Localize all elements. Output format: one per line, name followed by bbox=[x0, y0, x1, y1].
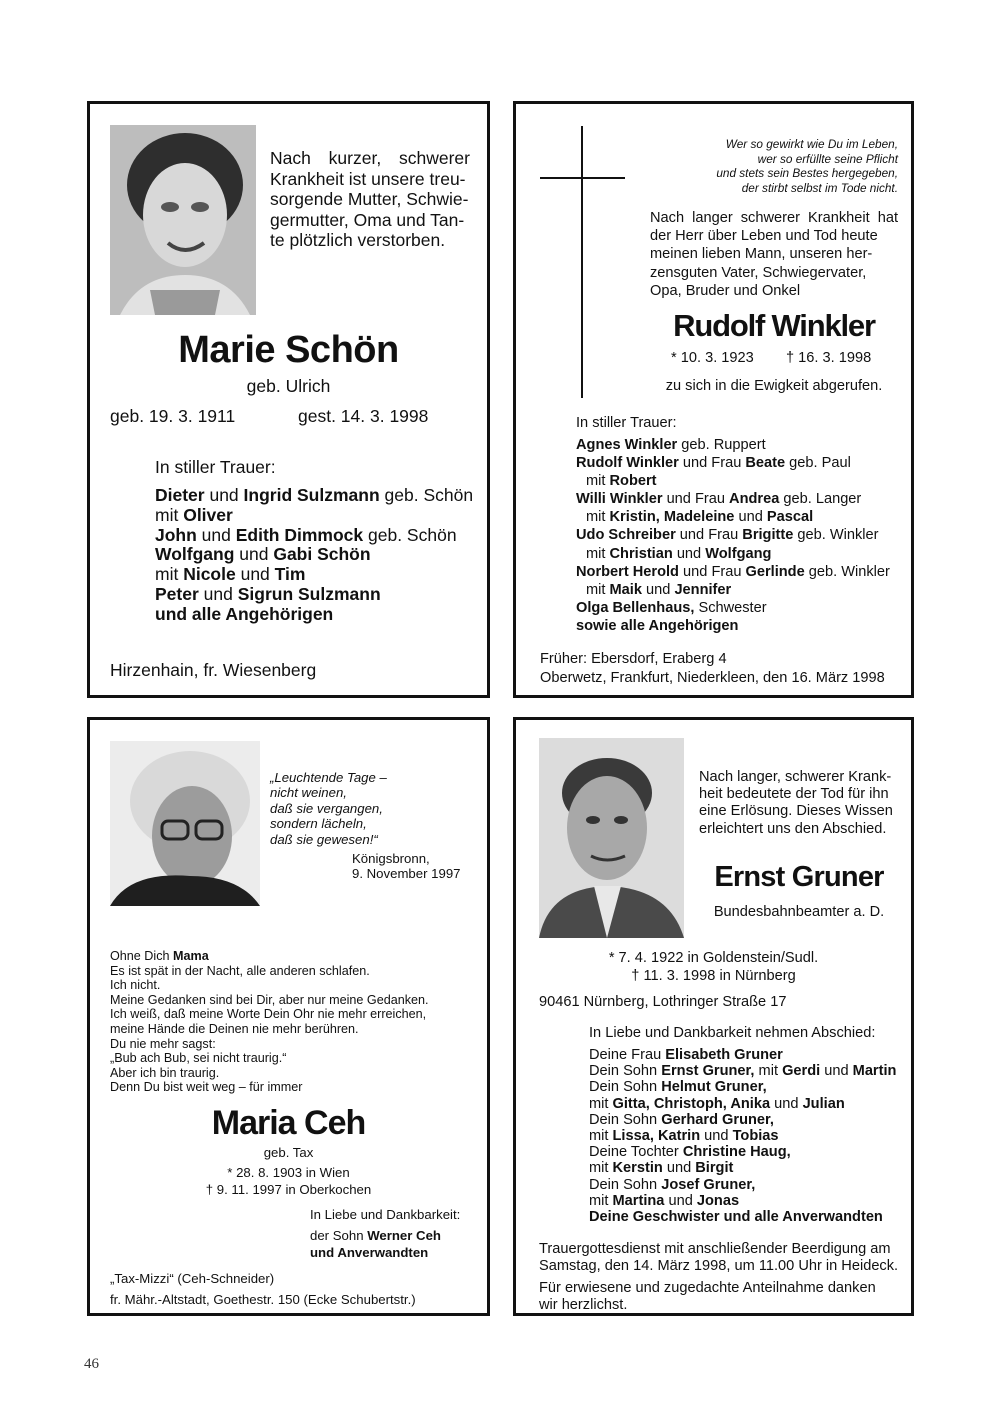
poem-line: Wer so gewirkt wie Du im Leben, bbox=[725, 137, 898, 151]
intro-text bbox=[650, 209, 898, 300]
family-line: mit Martina und Jonas bbox=[589, 1192, 740, 1209]
poem-line: daß sie vergangen, bbox=[270, 800, 383, 816]
portrait-photo-ernst-gruner bbox=[539, 738, 684, 938]
letter-line: Du nie mehr sagst: bbox=[110, 1036, 216, 1051]
intro-line: sorgende Mutter, Schwie- bbox=[270, 189, 469, 209]
intro-line: te plötzlich verstorben. bbox=[270, 230, 446, 250]
birth-date: * 10. 3. 1923 bbox=[671, 350, 754, 366]
intro-text bbox=[270, 148, 470, 251]
death-date: † 16. 3. 1998 bbox=[786, 350, 872, 366]
family-line: und alle Angehörigen bbox=[155, 603, 334, 624]
cross-icon-horizontal bbox=[540, 177, 625, 179]
family-line: mit Oliver bbox=[155, 504, 233, 525]
thanks-heading: In Liebe und Dankbarkeit: bbox=[310, 1207, 461, 1222]
family-line: Udo Schreiber und Frau Brigitte geb. Winkler bbox=[576, 527, 879, 544]
family-line: mit Christian und Wolfgang bbox=[586, 545, 772, 562]
letter-line: Denn Du bist weit weg – für immer bbox=[110, 1080, 303, 1095]
obituary-maria-ceh bbox=[87, 717, 490, 1316]
poem bbox=[646, 137, 898, 195]
family-line: Deine Geschwister und alle Anverwandten bbox=[589, 1209, 883, 1226]
intro-line: Nach langer schwerer Krankheit hat bbox=[650, 210, 898, 226]
family-line: Peter und Sigrun Sulzmann bbox=[155, 583, 381, 604]
poem-line: „Leuchtende Tage – bbox=[270, 770, 387, 785]
funeral-service bbox=[539, 1241, 898, 1275]
cross-icon-vertical bbox=[581, 126, 583, 398]
intro-text bbox=[699, 769, 893, 838]
family-line: John und Edith Dimmock geb. Schön bbox=[155, 524, 457, 545]
letter-line: meine Hände die Deinen nie mehr berühren. bbox=[110, 1021, 359, 1036]
former-address: Früher: Ebersdorf, Eraberg 4 bbox=[540, 651, 727, 667]
intro-line: Krankheit ist unsere treu- bbox=[270, 168, 466, 189]
intro-line: zensguten Vater, Schwiegervater, bbox=[650, 264, 867, 281]
page-number: 46 bbox=[84, 1356, 99, 1372]
sympathy-line: wir herzlichst. bbox=[539, 1296, 628, 1313]
birth-name: geb. Ulrich bbox=[246, 376, 331, 396]
former-address: fr. Mähr.-Altstadt, Goethestr. 150 (Ecke Schubertstr.) bbox=[110, 1292, 416, 1307]
family-line: Dein Sohn Helmut Gruner, bbox=[589, 1079, 767, 1096]
intro-line: germutter, Oma und Tan- bbox=[270, 209, 465, 230]
birth-name: geb. Tax bbox=[263, 1145, 314, 1160]
portrait-image bbox=[110, 125, 256, 315]
called-line: zu sich in die Ewigkeit abgerufen. bbox=[665, 378, 883, 394]
letter-text bbox=[110, 949, 429, 1095]
residence: Oberwetz, Frankfurt, Niederkleen, den 16. März 1998 bbox=[540, 670, 885, 686]
family-list bbox=[576, 436, 890, 635]
poem-date: 9. November 1997 bbox=[352, 866, 461, 881]
death-date: † 11. 3. 1998 in Nürnberg bbox=[631, 968, 796, 984]
intro-line: meinen lieben Mann, unseren her- bbox=[650, 246, 873, 263]
poem-line: der stirbt selbst im Tode nicht. bbox=[741, 180, 898, 195]
deceased-name: Rudolf Winkler bbox=[673, 308, 875, 343]
family-line: Deine Frau Elisabeth Gruner bbox=[589, 1047, 783, 1063]
family-line: mit Kerstin und Birgit bbox=[589, 1160, 734, 1177]
family-line: Dein Sohn Gerhard Gruner, bbox=[589, 1111, 774, 1128]
obituary-rudolf-winkler bbox=[513, 101, 914, 698]
family-line: mit Nicole und Tim bbox=[155, 564, 306, 585]
letter-line: Ohne Dich Mama bbox=[110, 949, 209, 963]
birth-date: geb. 19. 3. 1911 bbox=[110, 406, 236, 426]
birth-date: * 7. 4. 1922 in Goldenstein/Sudl. bbox=[608, 950, 819, 966]
letter-line: Es ist spät in der Nacht, alle anderen schlafen. bbox=[110, 963, 370, 978]
intro-line: eine Erlösung. Dieses Wissen bbox=[699, 803, 893, 820]
family-line: Olga Bellenhaus, Schwester bbox=[576, 599, 767, 616]
family-line: Dein Sohn Josef Gruner, bbox=[589, 1176, 756, 1193]
letter-line: Ich weiß, daß meine Worte Dein Ohr nie mehr erreichen, bbox=[110, 1007, 427, 1022]
family-line: Rudolf Winkler und Frau Beate geb. Paul bbox=[576, 455, 851, 472]
mourning-heading: In stiller Trauer: bbox=[576, 415, 677, 431]
job-title: Bundesbahnbeamter a. D. bbox=[713, 904, 885, 920]
deceased-name: Ernst Gruner bbox=[714, 861, 884, 893]
obituary-marie-schoen bbox=[87, 101, 490, 698]
sympathy-line: Für erwiesene und zugedachte Anteilnahme danken bbox=[539, 1280, 876, 1296]
letter-line: „Bub ach Bub, sei nicht traurig.“ bbox=[110, 1051, 287, 1066]
family-line: Dein Sohn Ernst Gruner, mit Gerdi und Martin bbox=[589, 1063, 897, 1080]
portrait-image bbox=[539, 738, 684, 938]
intro-line: Opa, Bruder und Onkel bbox=[650, 282, 801, 299]
poem-line: und stets sein Bestes hergegeben, bbox=[716, 166, 898, 180]
portrait-photo-maria-ceh bbox=[110, 741, 260, 906]
family-line: Willi Winkler und Frau Andrea geb. Langer bbox=[576, 491, 862, 508]
obituary-ernst-gruner bbox=[513, 717, 914, 1316]
family-line: Wolfgang und Gabi Schön bbox=[155, 544, 371, 565]
son-line: der Sohn Werner Ceh bbox=[310, 1228, 441, 1243]
farewell-heading: In Liebe und Dankbarkeit nehmen Abschied: bbox=[589, 1025, 876, 1041]
family-list bbox=[155, 486, 473, 625]
poem-line: wer so erfüllte seine Pflicht bbox=[757, 151, 898, 166]
nickname: „Tax-Mizzi“ (Ceh-Schneider) bbox=[110, 1271, 275, 1286]
death-date: † 9. 11. 1997 in Oberkochen bbox=[205, 1182, 372, 1197]
poem bbox=[270, 770, 387, 847]
letter-line: Ich nicht. bbox=[110, 978, 161, 993]
sympathy-thanks bbox=[539, 1280, 876, 1313]
deceased-name: Marie Schön bbox=[178, 329, 399, 371]
intro-line: der Herr über Leben und Tod heute bbox=[650, 228, 878, 245]
intro-line: Nach langer, schwerer Krank- bbox=[699, 769, 892, 785]
poem-line: nicht weinen, bbox=[270, 785, 347, 801]
letter-line: Meine Gedanken sind bei Dir, aber nur meine Gedanken. bbox=[110, 992, 429, 1007]
intro-line: heit bedeutete der Tod für ihn bbox=[699, 786, 889, 803]
family-list bbox=[589, 1047, 896, 1225]
death-date: gest. 14. 3. 1998 bbox=[298, 406, 429, 426]
poem-line: daß sie gewesen!“ bbox=[270, 831, 378, 847]
portrait-photo-marie-schoen bbox=[110, 125, 256, 315]
home-address: 90461 Nürnberg, Lothringer Straße 17 bbox=[539, 994, 787, 1010]
intro-line: erleichtert uns den Abschied. bbox=[699, 820, 887, 837]
family-line: mit Kristin, Madeleine und Pascal bbox=[586, 509, 814, 526]
mourning-heading: In stiller Trauer: bbox=[155, 457, 276, 477]
family-line: sowie alle Angehörigen bbox=[576, 617, 739, 634]
birth-date: * 28. 8. 1903 in Wien bbox=[227, 1165, 350, 1180]
family-line: mit Maik und Jennifer bbox=[586, 581, 732, 598]
family-line: mit Gitta, Christoph, Anika und Julian bbox=[589, 1095, 845, 1112]
family-line: Deine Tochter Christine Haug, bbox=[589, 1144, 791, 1161]
portrait-image bbox=[110, 741, 260, 906]
relatives-line: und Anverwandten bbox=[310, 1245, 429, 1260]
poem-line: sondern lächeln, bbox=[270, 816, 367, 832]
service-line: Trauergottesdienst mit anschließender Beerdigung am bbox=[539, 1241, 891, 1257]
poem-place: Königsbronn, bbox=[352, 851, 430, 866]
family-line: Norbert Herold und Frau Gerlinde geb. Winkler bbox=[576, 563, 890, 580]
family-line: mit Robert bbox=[586, 473, 657, 490]
intro-line: Nach kurzer, schwerer bbox=[270, 148, 470, 168]
family-line: mit Lissa, Katrin und Tobias bbox=[589, 1128, 779, 1145]
family-line: Agnes Winkler geb. Ruppert bbox=[576, 437, 766, 453]
service-line: Samstag, den 14. März 1998, um 11.00 Uhr in Heideck. bbox=[539, 1258, 899, 1275]
family-line: Dieter und Ingrid Sulzmann geb. Schön bbox=[155, 485, 474, 505]
letter-line: Aber ich bin traurig. bbox=[110, 1065, 220, 1080]
residence: Hirzenhain, fr. Wiesenberg bbox=[110, 660, 317, 680]
deceased-name: Maria Ceh bbox=[211, 1104, 366, 1142]
